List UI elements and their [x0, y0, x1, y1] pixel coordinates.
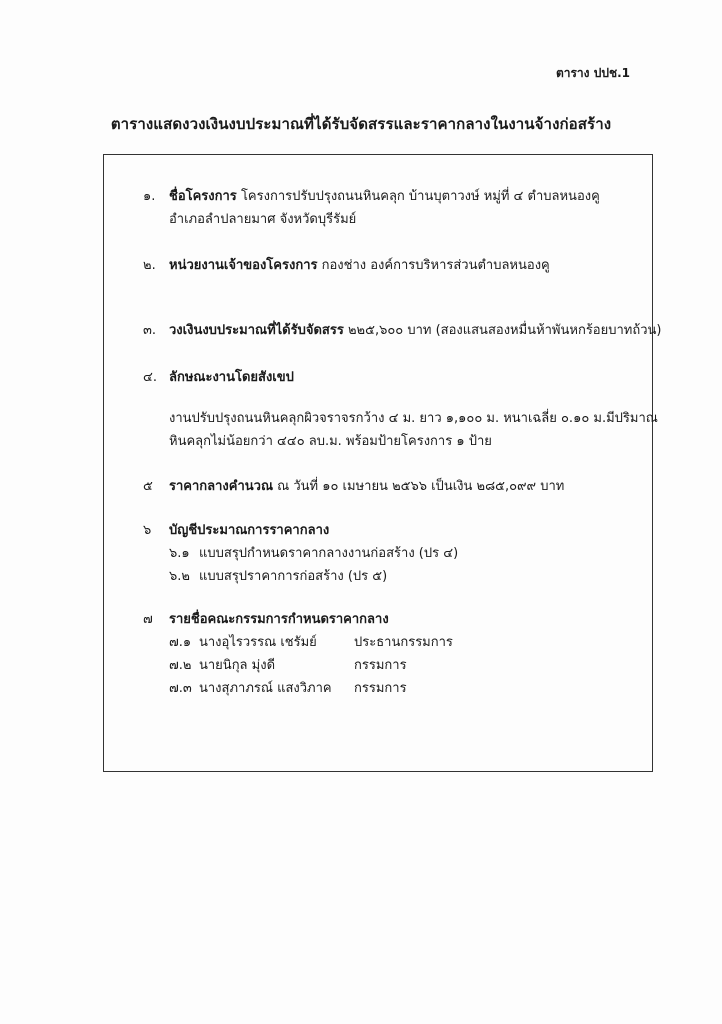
member-number: ๗.๓ — [169, 681, 192, 696]
section-number: ๔. — [143, 370, 157, 385]
section-label: ชื่อโครงการ — [169, 189, 237, 204]
section-median-price — [143, 476, 564, 498]
member-name: นางอุไรวรรณ เชรัมย์ — [199, 635, 317, 650]
member-name: นางสุภาภรณ์ แสงวิภาค — [199, 681, 332, 696]
committee-member — [169, 678, 407, 700]
owner-agency-value: กองช่าง องค์การบริหารส่วนตำบลหนองคู — [321, 258, 550, 273]
section-number: ๗ — [143, 612, 153, 627]
section-label: ลักษณะงานโดยสังเขป — [169, 370, 294, 385]
item-text: แบบสรุปกำหนดราคากลางงานก่อสร้าง (ปร ๔) — [199, 546, 459, 561]
section-owner-agency — [143, 255, 550, 277]
section-label: บัญชีประมาณการราคากลาง — [169, 523, 330, 538]
form-code: ตาราง ปปช.1 — [555, 66, 630, 80]
section-label: รายชื่อคณะกรรมการกำหนดราคากลาง — [169, 612, 389, 627]
member-role: กรรมการ — [354, 658, 407, 673]
section-label: วงเงินงบประมาณที่ได้รับจัดสรร — [169, 323, 344, 338]
item-number: ๖.๑ — [169, 546, 190, 561]
work-description-line-2: หินคลุกไม่น้อยกว่า ๔๔๐ ลบ.ม. พร้อมป้ายโครงการ ๑ ป้าย — [169, 434, 492, 449]
committee-member — [169, 632, 453, 654]
committee-member — [169, 655, 407, 677]
member-role: ประธานกรรมการ — [354, 635, 453, 650]
member-name: นายนิกุล มุ่งดี — [199, 658, 276, 673]
member-role: กรรมการ — [354, 681, 407, 696]
section-budget — [143, 320, 662, 342]
section-committee — [143, 609, 389, 631]
project-location: อำเภอลำปลายมาศ จังหวัดบุรีรัมย์ — [169, 212, 357, 227]
list-item — [169, 543, 458, 565]
median-price-value: ณ วันที่ ๑๐ เมษายน ๒๕๖๖ เป็นเงิน ๒๘๕,๐๙๙ บาท — [277, 479, 565, 494]
section-label: ราคากลางคำนวณ — [169, 479, 274, 494]
section-work-description — [143, 367, 294, 389]
work-description-line-1: งานปรับปรุงถนนหินคลุกผิวจราจรกว้าง ๔ ม. ยาว ๑,๑๐๐ ม. หนาเฉลี่ย ๐.๑๐ ม.มีปริมาณ — [169, 411, 658, 426]
section-label: หน่วยงานเจ้าของโครงการ — [169, 258, 318, 273]
section-number: ๓. — [143, 323, 157, 338]
section-estimate-list — [143, 520, 329, 542]
project-name-value: โครงการปรับปรุงถนนหินคลุก บ้านบุตาวงษ์ หมู่ที่ ๔ ตำบลหนองคู — [240, 189, 600, 204]
member-number: ๗.๑ — [169, 635, 192, 650]
section-project-name — [143, 186, 600, 208]
item-number: ๖.๒ — [169, 569, 190, 584]
section-number: ๑. — [143, 189, 156, 204]
budget-value: ๒๒๕,๖๐๐ บาท (สองแสนสองหมื่นห้าพันหกร้อยบาทถ้วน) — [347, 323, 662, 338]
section-number: ๖ — [143, 523, 152, 538]
section-number: ๕ — [143, 479, 153, 494]
document-title: ตารางแสดงวงเงินงบประมาณที่ได้รับจัดสรรและราคากลางในงานจ้างก่อสร้าง — [110, 115, 612, 133]
item-text: แบบสรุปราคาการก่อสร้าง (ปร ๕) — [199, 569, 388, 584]
list-item — [169, 566, 387, 588]
member-number: ๗.๒ — [169, 658, 192, 673]
section-number: ๒. — [143, 258, 156, 273]
